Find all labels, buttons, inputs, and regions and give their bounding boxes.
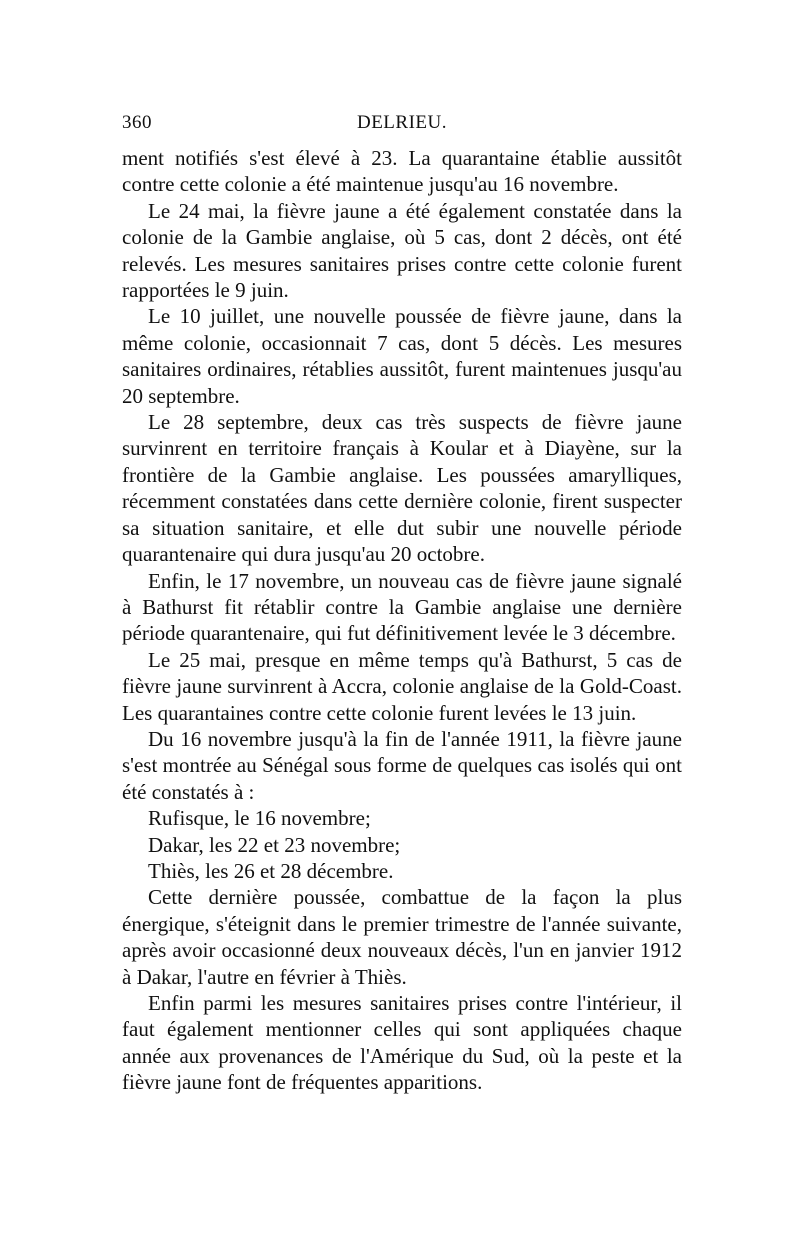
paragraph: Du 16 novembre jusqu'à la fin de l'année 1911, la fièvre jaune s'est montrée au Sénégal sous forme de quelques cas isolés qui ont été constatés à : — [122, 726, 682, 804]
paragraph: Le 25 mai, presque en même temps qu'à Bathurst, 5 cas de fièvre jaune survinrent à Accra, colonie anglaise de la Gold-Coast. Les quarantaines contre cette colonie furent levées le 13 juin. — [122, 647, 682, 725]
list-item: Rufisque, le 16 novembre; — [148, 806, 371, 831]
paragraph: Le 10 juillet, une nouvelle poussée de fièvre jaune, dans la même colonie, occasionnait 7 cas, dont 5 décès. Les mesures sanitaires ordinaires, rétablies aussitôt, furent maintenues jusqu'au 20 septembre. — [122, 304, 682, 408]
page-number: 360 — [122, 112, 152, 133]
running-head — [122, 112, 682, 142]
paragraph: Cette dernière poussée, combattue de la façon la plus énergique, s'éteignit dans le premier trimestre de l'année suivante, après avoir occasionné deux nouveaux décès, l'un en janvier 1912 à Dakar, l'autre en février à Thiès. — [122, 885, 682, 989]
list-item: Thiès, les 26 et 28 décembre. — [148, 858, 394, 883]
list-item: Dakar, les 22 et 23 novembre; — [148, 832, 401, 857]
paragraph: Enfin, le 17 novembre, un nouveau cas de fièvre jaune signalé à Bathurst fit rétablir contre la Gambie anglaise une dernière période quarantenaire, qui fut définitivement levée le 3 décembre. — [122, 568, 682, 646]
paragraph: ment notifiés s'est élevé à 23. La quarantaine établie aussitôt contre cette colonie a été maintenue jusqu'au 16 novembre. — [122, 146, 682, 197]
paragraph: Le 24 mai, la fièvre jaune a été également constatée dans la colonie de la Gambie anglaise, où 5 cas, dont 2 décès, ont été relevés. Les mesures sanitaires prises contre cette colonie furent rapportées le 9 juin. — [122, 198, 682, 303]
body-text — [122, 145, 682, 1096]
paragraph: Le 28 septembre, deux cas très suspects de fièvre jaune survinrent en territoire français à Koular et à Diayène, sur la frontière de la Gambie anglaise. Les poussées amarylliques, récemment constatées dans cette dernière colonie, firent suspecter sa situation sanitaire, et elle dut subir une nouvelle période quarantenaire qui dura jusqu'au 20 octobre. — [122, 410, 682, 567]
paragraph: Enfin parmi les mesures sanitaires prises contre l'intérieur, il faut également mentionner celles qui sont appliquées chaque année aux provenances de l'Amérique du Sud, où la peste et la fièvre jaune font de fréquentes apparitions. — [122, 991, 682, 1095]
running-title: DELRIEU. — [356, 112, 447, 133]
